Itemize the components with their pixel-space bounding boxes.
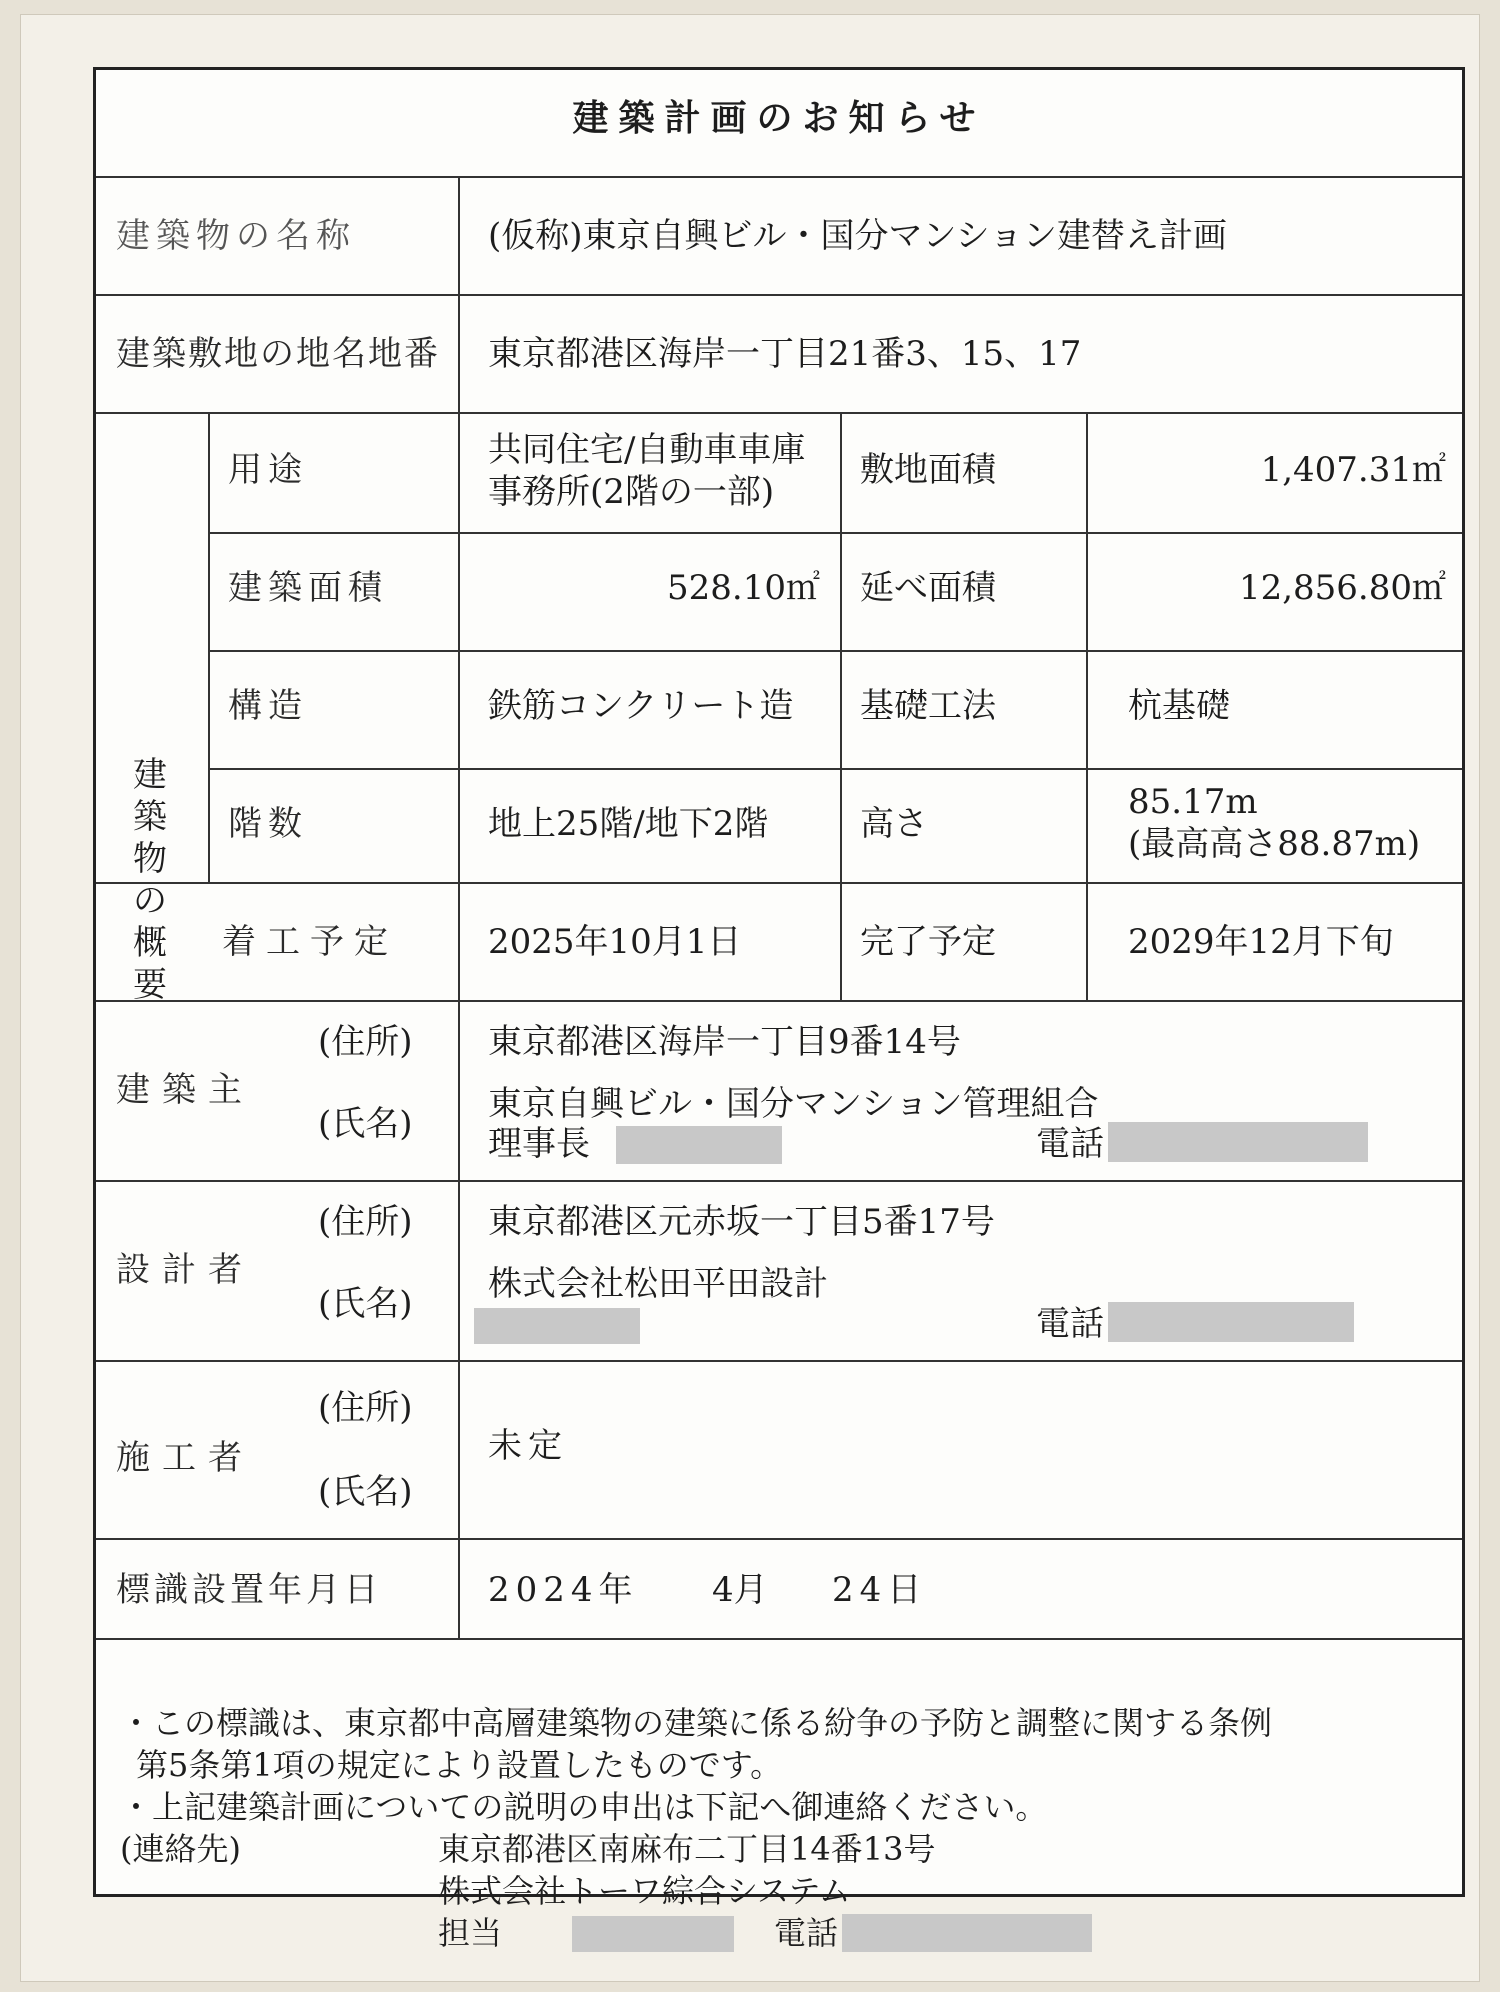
floors-value: 地上25階/地下2階 <box>488 804 769 844</box>
designer-name-label: (氏名) <box>318 1284 413 1324</box>
height-value-1: 85.17m <box>1128 782 1258 822</box>
contractor-name-label: (氏名) <box>318 1472 413 1512</box>
name-label: 建築物の名称 <box>116 216 356 256</box>
contact-phone-redaction <box>842 1914 1092 1952</box>
installation-row <box>96 1540 1462 1640</box>
contractor-address-label: (住所) <box>318 1388 413 1428</box>
designer-address-label: (住所) <box>318 1202 413 1242</box>
owner-phone-label: 電話 <box>1036 1124 1104 1164</box>
floor-area-value: 12,856.80㎡ <box>1238 568 1446 608</box>
site-row <box>96 296 1462 414</box>
designer-name: 株式会社松田平田設計 <box>488 1264 828 1304</box>
designer-row <box>96 1182 1462 1362</box>
owner-row <box>96 1002 1462 1182</box>
contact-phone-label: 電話 <box>774 1914 839 1952</box>
designer-phone-label: 電話 <box>1036 1304 1104 1344</box>
use-value-2: 事務所(2階の一部) <box>488 472 775 512</box>
schedule-row <box>96 884 1462 1002</box>
contractor-label: 施工者 <box>116 1438 254 1478</box>
owner-name: 東京自興ビル・国分マンション管理組合 <box>488 1084 1099 1124</box>
owner-name-label: (氏名) <box>318 1104 413 1144</box>
use-label: 用途 <box>228 450 308 490</box>
owner-address: 東京都港区海岸一丁目9番14号 <box>488 1022 961 1062</box>
designer-address: 東京都港区元赤坂一丁目5番17号 <box>488 1202 995 1242</box>
contact-company: 株式会社トーワ綜合システム <box>438 1872 851 1910</box>
floors-label: 階数 <box>228 804 308 844</box>
building-area-label: 建築面積 <box>228 568 388 608</box>
end-label: 完了予定 <box>860 922 996 962</box>
contractor-row <box>96 1362 1462 1540</box>
designer-label: 設計者 <box>116 1250 254 1290</box>
contact-address: 東京都港区南麻布二丁目14番13号 <box>438 1830 936 1868</box>
owner-name-redaction <box>616 1126 782 1164</box>
height-value-2: (最高高さ88.87m) <box>1128 824 1421 864</box>
note-line-1: ・この標識は、東京都中高層建築物の建築に係る紛争の予防と調整に関する条例 <box>120 1704 1273 1742</box>
foundation-value: 杭基礎 <box>1128 686 1230 726</box>
end-value: 2029年12月下旬 <box>1128 922 1394 962</box>
contact-label: (連絡先) <box>120 1830 241 1868</box>
designer-person-redaction <box>474 1308 640 1344</box>
site-label: 建築敷地の地名地番 <box>116 334 440 374</box>
structure-value: 鉄筋コンクリート造 <box>488 686 794 726</box>
note-line-2: 第5条第1項の規定により設置したものです。 <box>136 1746 783 1784</box>
installation-day: 24日 <box>832 1570 928 1610</box>
owner-phone-redaction <box>1108 1122 1368 1162</box>
installation-year: 2024年 <box>488 1570 639 1610</box>
site-area-label: 敷地面積 <box>860 450 996 490</box>
title-row <box>96 70 1462 178</box>
note-line-3: ・上記建築計画についての説明の申出は下記へ御連絡ください。 <box>120 1788 1048 1826</box>
use-value-1: 共同住宅/自動車車庫 <box>488 430 806 470</box>
installation-month: 4月 <box>712 1570 768 1610</box>
start-label: 着工予定 <box>222 922 398 962</box>
contractor-value: 未定 <box>488 1426 568 1466</box>
floor-area-label: 延べ面積 <box>860 568 996 608</box>
start-value: 2025年10月1日 <box>488 922 742 962</box>
notice-sheet <box>93 67 1465 1952</box>
owner-title: 理事長 <box>488 1124 590 1164</box>
installation-label: 標識設置年月日 <box>116 1570 382 1610</box>
owner-address-label: (住所) <box>318 1022 413 1062</box>
building-area-value: 528.10㎡ <box>667 568 820 608</box>
owner-label: 建築主 <box>116 1070 254 1110</box>
name-value: (仮称)東京自興ビル・国分マンション建替え計画 <box>488 216 1227 256</box>
height-label: 高さ <box>860 804 928 844</box>
designer-phone-redaction <box>1108 1302 1354 1342</box>
name-row <box>96 178 1462 296</box>
site-value: 東京都港区海岸一丁目21番3、15、17 <box>488 334 1082 374</box>
contact-person-redaction <box>572 1916 734 1952</box>
overview-label-text: 建築物の概要 <box>133 755 167 1005</box>
notes-section <box>120 1702 1272 1954</box>
foundation-label: 基礎工法 <box>860 686 996 726</box>
page-title: 建築計画のお知らせ <box>572 97 986 139</box>
structure-label: 構造 <box>228 686 308 726</box>
site-area-value: 1,407.31㎡ <box>1260 450 1446 490</box>
contact-person-label: 担当 <box>438 1914 503 1952</box>
sign-board <box>20 14 1480 1982</box>
